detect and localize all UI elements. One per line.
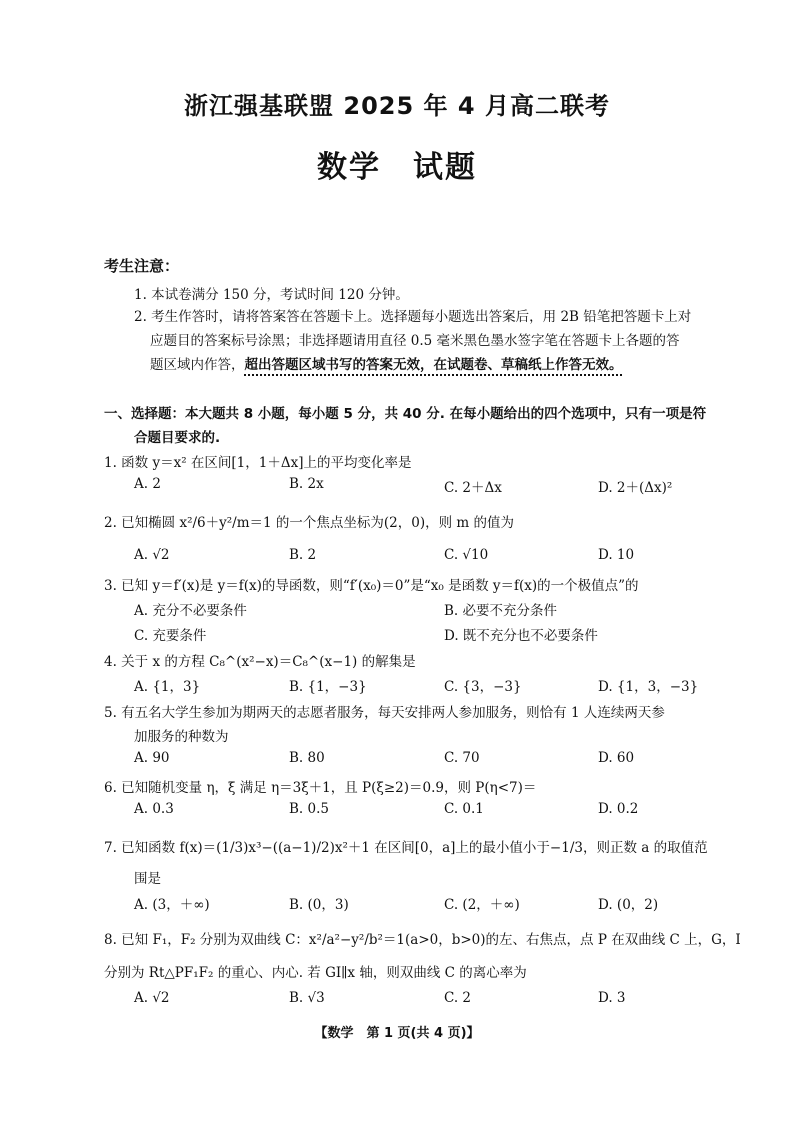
notice-item-2-line-2: 应题目的答案标号涂黑；非选择题请用直径 0.5 毫米黑色墨水签字笔在答题卡上各题的答 xyxy=(150,333,680,349)
question-5-option-b: B. 80 xyxy=(289,750,325,766)
question-3-option-b: B. 必要不充分条件 xyxy=(444,603,558,619)
question-3-option-c: C. 充要条件 xyxy=(134,628,207,644)
question-8-stem-line-1: 8. 已知 F₁，F₂ 分别为双曲线 C：x²/a²−y²/b²＝1(a>0，b>0)的左、右焦点，点 P 在双曲线 C 上，G，I xyxy=(104,932,741,948)
question-4-option-d: D. {1，3，−3} xyxy=(598,679,699,695)
question-1-option-b: B. 2x xyxy=(289,476,324,492)
question-7-option-c: C. (2，＋∞) xyxy=(444,897,520,913)
question-3-stem: 3. 已知 y＝f′(x)是 y＝f(x)的导函数，则“f′(x₀)＝0”是“x₀ 是函数 y＝f(x)的一个极值点”的 xyxy=(104,578,639,594)
section-heading-line-2: 合题目要求的. xyxy=(134,430,221,446)
question-1-option-a: A. 2 xyxy=(134,476,161,492)
question-8-option-d: D. 3 xyxy=(598,990,626,1006)
notice-heading: 考生注意： xyxy=(104,257,180,275)
section-heading-line-1: 一、选择题：本大题共 8 小题，每小题 5 分，共 40 分. 在每小题给出的四个选项中，只有一项是符 xyxy=(104,406,707,422)
question-4-option-a: A. {1，3} xyxy=(134,679,201,695)
question-1-option-d: D. 2＋(Δx)² xyxy=(598,480,673,496)
question-5-stem-line-2: 加服务的种数为 xyxy=(134,729,229,745)
notice-item-2-line-1: 2. 考生作答时，请将答案答在答题卡上。选择题每小题选出答案后，用 2B 铅笔把答题卡上对 xyxy=(134,309,692,325)
question-3-option-a: A. 充分不必要条件 xyxy=(134,603,247,619)
question-8-stem-line-2: 分别为 Rt△PF₁F₂ 的重心、内心. 若 GI∥x 轴，则双曲线 C 的离心率为 xyxy=(104,965,527,981)
question-7-stem-line-1: 7. 已知函数 f(x)＝(1/3)x³−((a−1)/2)x²＋1 在区间[0，a]上的最小值小于−1/3，则正数 a 的取值范 xyxy=(104,840,708,856)
question-4-option-b: B. {1，−3} xyxy=(289,679,367,695)
notice-item-2-line-3 xyxy=(150,353,623,373)
question-7-option-b: B. (0，3) xyxy=(289,897,349,913)
question-8-option-b: B. √3 xyxy=(289,990,325,1006)
question-3-option-d: D. 既不充分也不必要条件 xyxy=(444,628,598,644)
question-5-option-c: C. 70 xyxy=(444,750,480,766)
question-1-stem: 1. 函数 y＝x² 在区间[1，1＋Δx]上的平均变化率是 xyxy=(104,455,412,471)
question-2-option-b: B. 2 xyxy=(289,547,317,563)
question-1-option-c: C. 2＋Δx xyxy=(444,480,502,496)
notice-emphasis: 超出答题区域书写的答案无效，在试题卷、草稿纸上作答无效。 xyxy=(244,357,623,373)
exam-title: 浙江强基联盟 2025 年 4 月高二联考 xyxy=(184,92,610,120)
notice-item-1: 1. 本试卷满分 150 分，考试时间 120 分钟。 xyxy=(134,287,409,303)
question-7-stem-line-2: 围是 xyxy=(134,871,161,887)
question-5-option-a: A. 90 xyxy=(134,750,170,766)
question-6-option-c: C. 0.1 xyxy=(444,801,484,817)
question-4-stem: 4. 关于 x 的方程 C₈^(x²−x)＝C₈^(x−1) 的解集是 xyxy=(104,654,416,670)
question-6-option-d: D. 0.2 xyxy=(598,801,639,817)
question-8-option-a: A. √2 xyxy=(134,990,170,1006)
question-2-option-c: C. √10 xyxy=(444,547,489,563)
question-5-stem-line-1: 5. 有五名大学生参加为期两天的志愿者服务，每天安排两人参加服务，则恰有 1 人连续两天参 xyxy=(104,705,665,721)
subject-title: 数学 试题 xyxy=(317,150,477,185)
question-6-stem: 6. 已知随机变量 η，ξ 满足 η＝3ξ＋1，且 P(ξ≥2)＝0.9，则 P(η<7)＝ xyxy=(104,780,537,796)
question-4-option-c: C. {3，−3} xyxy=(444,679,522,695)
question-8-option-c: C. 2 xyxy=(444,990,472,1006)
question-6-option-a: A. 0.3 xyxy=(134,801,174,817)
question-2-option-d: D. 10 xyxy=(598,547,635,563)
page-footer: 【数学 第 1 页(共 4 页)】 xyxy=(314,1026,480,1041)
question-2-option-a: A. √2 xyxy=(134,547,170,563)
question-2-stem: 2. 已知椭圆 x²/6＋y²/m＝1 的一个焦点坐标为(2，0)，则 m 的值为 xyxy=(104,515,514,531)
question-7-option-d: D. (0，2) xyxy=(598,897,659,913)
question-6-option-b: B. 0.5 xyxy=(289,801,329,817)
notice-item-2-text: 题区域内作答， xyxy=(150,357,245,373)
question-7-option-a: A. (3，＋∞) xyxy=(134,897,210,913)
question-5-option-d: D. 60 xyxy=(598,750,635,766)
